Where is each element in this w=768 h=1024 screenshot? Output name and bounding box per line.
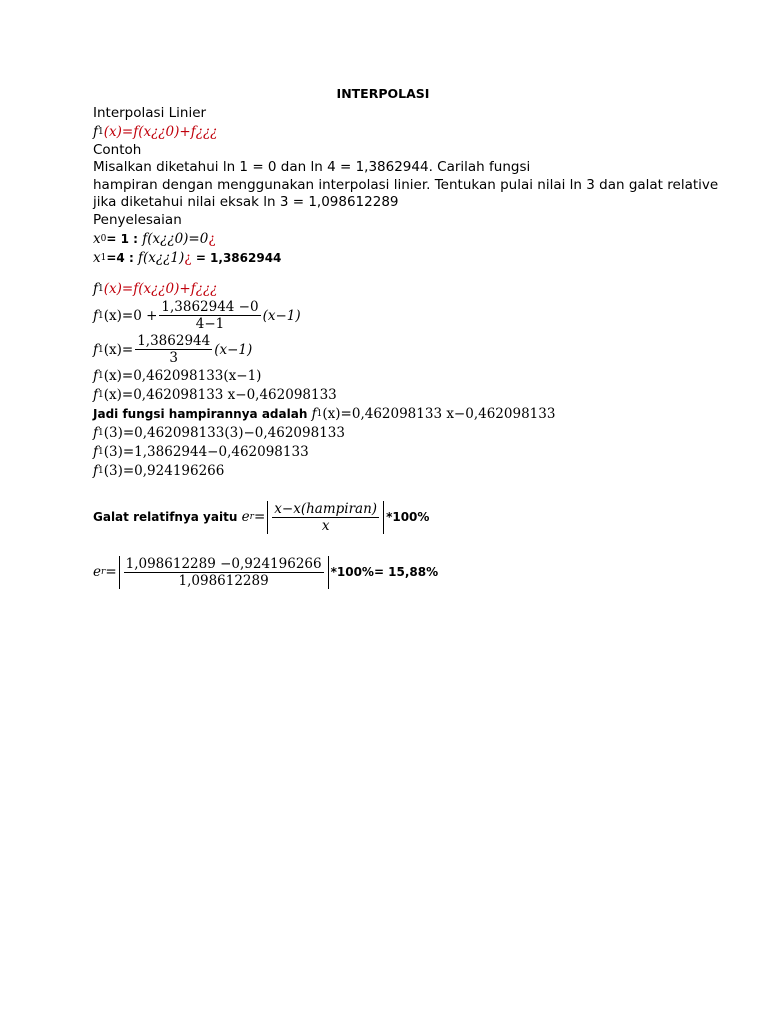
step-4: f 1 (x)=0,462098133(x−1) <box>93 367 262 384</box>
general-formula: f 1 (x)=f(x¿¿0)+f¿¿¿ <box>93 123 218 140</box>
absolute-value <box>119 556 329 589</box>
problem-text: Misalkan diketahui ln 1 = 0 dan ln 4 = 1,3862944. Carilah fungsi <box>93 159 531 176</box>
example-label: Contoh <box>93 141 142 158</box>
problem-text: hampiran dengan menggunakan interpolasi linier. Tentukan pulai nilai ln 3 dan galat relative <box>93 176 719 193</box>
problem-text: jika diketahui nilai eksak ln 3 = 1,098612289 <box>93 194 399 211</box>
step-6: f 1 (3)=0,462098133(3)−0,462098133 <box>93 424 345 441</box>
relative-error-formula: Galat relatifnya yaitu e r = $\frac{\text{x−x(hampiran)}}{x}$ *100% <box>93 500 430 534</box>
step-5: f 1 (x)=0,462098133 x−0,462098133 <box>93 386 337 403</box>
step-7: f 1 (3)=1,3862944−0,462098133 <box>93 443 309 460</box>
document-page <box>93 86 719 589</box>
x1-line: x 1 =4 : f(x¿¿1) ¿ = 1,3862944 <box>93 249 282 266</box>
step-3: f 1 (x)= $\frac{1,3862944}{3}$ (x−1) <box>93 333 253 367</box>
absolute-value <box>267 501 384 534</box>
step-2: f 1 (x)=0 + $\frac{1,3862944 -0}{4-1}$ (x−1) <box>93 299 301 333</box>
section-heading: Interpolasi Linier <box>93 105 207 121</box>
fraction: $\frac{\text{x−x(hampiran)}}{x}$ <box>274 500 378 534</box>
step-1: f 1 (x)=f(x¿¿0)+f¿¿¿ <box>93 280 218 297</box>
fraction: $\frac{1,098612289 -0,924196266}{1,098612289}$ <box>125 555 322 589</box>
document-title: INTERPOLASI <box>336 86 430 101</box>
x0-line: x 0 = 1 : f(x¿¿0)=0 ¿ <box>93 230 216 247</box>
step-8: f 1 (3)=0,924196266 <box>93 462 225 479</box>
solution-label: Penyelesaian <box>93 211 182 228</box>
conclusion-line: Jadi fungsi hampirannya adalah f 1 (x)=0,462098133 x−0,462098133 <box>93 405 556 422</box>
fraction: $\frac{1,3862944 -0}{4-1}$ <box>161 299 259 333</box>
final-result: e r = $\frac{1,098612289 -0,924196266}{1,098612289}$ *100%= 15,88% <box>93 555 439 589</box>
fraction: $\frac{1,3862944}{3}$ <box>137 333 211 367</box>
